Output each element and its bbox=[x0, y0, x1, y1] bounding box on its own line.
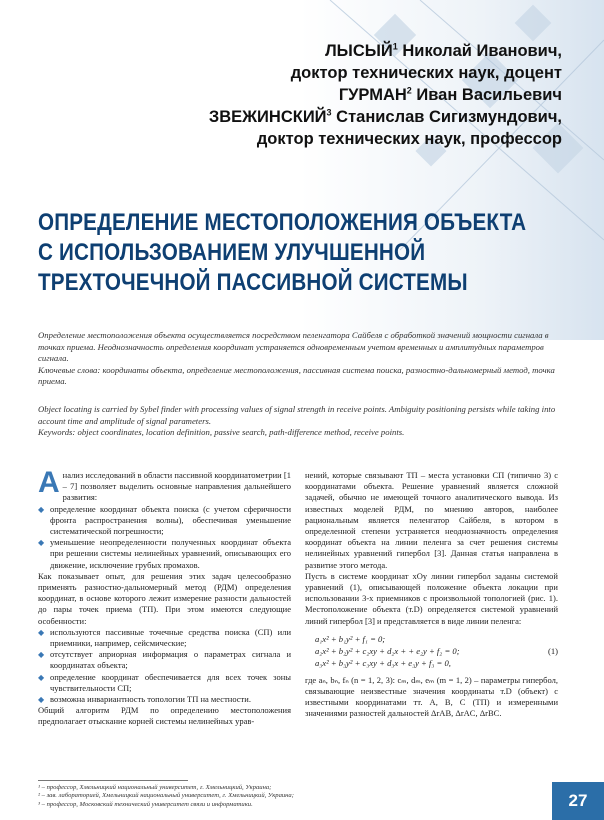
body-column-right bbox=[305, 470, 558, 720]
paragraph: Общий алгоритм РДМ по определению местоположения предполагает отыскание корней системы нелинейных урав- bbox=[38, 705, 291, 727]
list-item: ◆ отсутствует априорная информация о параметрах сигнала и координатах объекта; bbox=[38, 649, 291, 671]
list-item: ◆ возможна инвариантность топологии ТП на местности. bbox=[38, 694, 251, 705]
title-line-3: ТРЕХТОЧЕЧНОЙ ПАССИВНОЙ СИСТЕМЫ bbox=[38, 269, 468, 296]
diamond-bullet-icon: ◆ bbox=[38, 650, 45, 660]
keywords-en: Keywords: object coordinates, location definition, passive search, path-difference method, receive points. bbox=[38, 427, 405, 438]
diamond-bullet-icon: ◆ bbox=[38, 504, 45, 514]
equation-line: a₃x² + b₃y² + c₃xy + d₃x + e₃y + f₃ = 0, bbox=[315, 657, 451, 668]
author-line-5: доктор технических наук, профессор bbox=[256, 130, 562, 148]
list-item: ◆ используются пассивные точечные средства поиска (СП) или приемники, например, сейсмические; bbox=[38, 626, 291, 649]
author-line-3: ГУРМАН$^2$ Иван Васильевич bbox=[338, 85, 562, 104]
list-item: ◆ уменьшение неопределенности полученных координат объекта при решении системы нелинейных уравнений, описывающих его движение, исключение грубых промахов. bbox=[38, 537, 291, 570]
footnotes bbox=[38, 784, 498, 809]
equation-line: a₂x² + b₂y² + c₂xy + d₂x + + e₂y + f₂ = 0; bbox=[315, 645, 460, 656]
footnote: ³ – профессор, Московский технический университет связи и информатики. bbox=[38, 800, 253, 808]
diamond-bullet-icon: ◆ bbox=[38, 695, 45, 705]
feature-list-1 bbox=[38, 504, 291, 571]
diamond-bullet-icon: ◆ bbox=[38, 538, 45, 548]
footnote-rule bbox=[38, 780, 188, 781]
diamond-bullet-icon: ◆ bbox=[38, 672, 45, 682]
diamond-bullet-icon: ◆ bbox=[38, 627, 45, 637]
title-line-1: ОПРЕДЕЛЕНИЕ МЕСТОПОЛОЖЕНИЯ ОБЪЕКТА bbox=[38, 209, 527, 236]
paragraph: Пусть в системе координат xOy линии гипербол заданы системой уравнений (1), описывающей положение объекта локации при использовании 3-х приемников с произвольной топологией (рис. 1). Местоположение объекта (т.D) определяется системой уравнений линий гипербол [3] и представляется в виде линии пеленга: bbox=[305, 570, 558, 626]
author-block bbox=[209, 40, 562, 150]
footnote: ² – зав. лабораторией, Хмельницкий национальный университет, г. Хмельницкий, Украина; bbox=[38, 792, 294, 800]
list-item: ◆ определение координат обеспечивается для всех точек зоны чувствительности СП; bbox=[38, 671, 291, 693]
author-line-4: ЗВЕЖИНСКИЙ$^3$ Станислав Сигизмундович, bbox=[208, 107, 562, 126]
dropcap: А bbox=[38, 466, 60, 499]
footnote: ¹ – профессор, Хмельницкий национальный университет, г. Хмельницкий, Украина; bbox=[38, 784, 272, 791]
author-line-1: ЛЫСЫЙ$^1$ Николай Иванович, bbox=[325, 41, 562, 60]
keywords-ru: Ключевые слова: координаты объекта, определение местоположения, пассивная система поиска, разностно-дальномерный метод, точка приема. bbox=[38, 364, 555, 387]
paragraph: Как показывает опыт, для решения этих задач целесообразно применять разностно-дальномерный метод (РДМ) определения координат, в основе которого лежит измерение разности дальностей до пары точек приема (ТП). При этом имеются следующие особенности: bbox=[38, 570, 291, 626]
abstract-russian bbox=[38, 330, 566, 388]
feature-list-2 bbox=[38, 627, 291, 705]
equation-line: a₁x² + b₁y² + f₁ = 0; bbox=[315, 633, 386, 644]
paragraph: где aₙ, bₙ, fₙ (n = 1, 2, 3): cₘ, dₘ, eₘ (m = 1, 2) – параметры гипербол, связывающие неизвестные значения координаты т.D (объект) с известными координатами тт. A, B, C (ТП) и измеренными значениями разностей дальностей ΔrAB, ΔrAC, ΔrBC. bbox=[305, 674, 558, 719]
list-item: ◆ определение координат объекта поиска (с учетом сферичности фронта распространения волны), обеспечивая уменьшение систематической погрешности; bbox=[38, 503, 291, 537]
abstract-ru-text: Определение местоположения объекта осуществляется посредством пеленгатора Сайбеля с обработкой значений мощности сигнала в точках приема. Неоднозначность определения координат устраняется одновременным учетом временных и амплитудных параметров сигнала. bbox=[38, 330, 549, 364]
abstract-english bbox=[38, 404, 566, 439]
equation-number: (1) bbox=[547, 645, 558, 656]
title-line-2: С ИСПОЛЬЗОВАНИЕМ УЛУЧШЕННОЙ bbox=[38, 239, 426, 266]
author-line-2: доктор технических наук, доцент bbox=[290, 64, 562, 82]
body-column-left bbox=[38, 466, 291, 728]
intro-paragraph: нализ исследований в области пассивной координатометрии [1 – 7] позволяет выделить основные направления дальнейшего развития: bbox=[62, 470, 291, 503]
article-title bbox=[38, 208, 527, 298]
equation-system bbox=[315, 633, 558, 669]
page-number: 27 bbox=[552, 782, 604, 820]
abstract-en-text: Object locating is carried by Sybel finder with processing values of signal strength in receive points. Ambiguity positioning persists while taking into account time and amplitude of signal parameters. bbox=[38, 404, 556, 426]
paragraph: нений, которые связывают ТП – места установки СП (типично 3) с координатами объекта. Решение уравнений является сложной задачей, обычно не имеющей точного аналитического вывода. Из известных моделей РДМ, по мнению авторов, наиболее рациональным является пеленгатор Сайбеля, в котором в определенной степени устраняется неоднозначность определения координат объекта на линии пеленга за счет решения системы нелинейных уравнений гипербол [3]. Данная статья направлена в развитие этого метода. bbox=[305, 470, 558, 570]
